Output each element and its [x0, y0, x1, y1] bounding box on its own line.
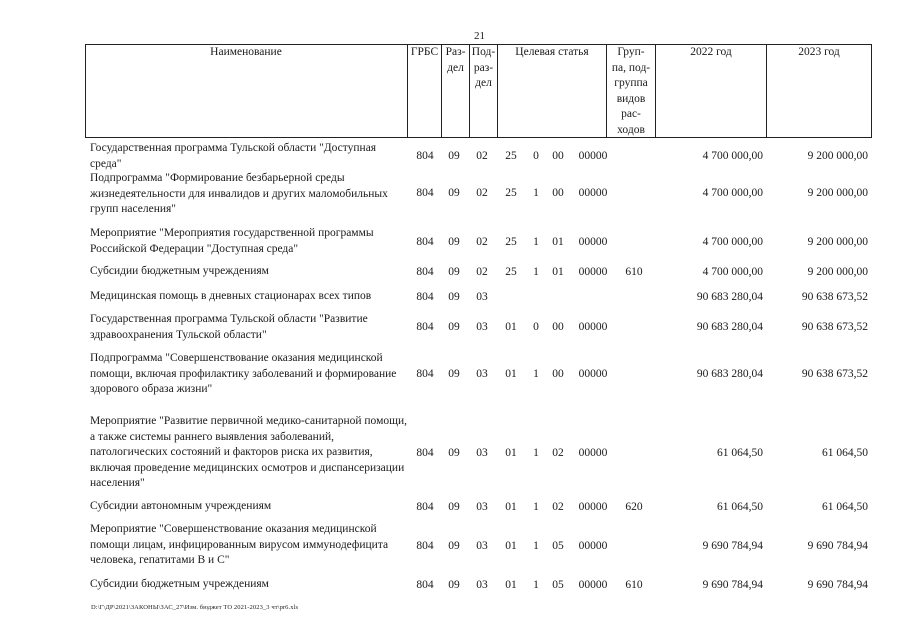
cell-2022: 9 690 784,94 [702, 540, 763, 552]
cell-subprogram: 0 [533, 321, 539, 333]
cell-2022: 90 683 280,04 [696, 368, 763, 380]
cell-2022: 9 690 784,94 [702, 579, 763, 591]
row-name: Субсидии бюджетным учреждениям [90, 265, 269, 277]
cell-2023: 61 064,50 [822, 447, 868, 459]
cell-razdel: 09 [448, 266, 460, 278]
cell-2023: 61 064,50 [822, 501, 868, 513]
cell-grbs: 804 [416, 579, 434, 591]
cell-subprogram: 1 [533, 187, 539, 199]
cell-2023: 9 200 000,00 [807, 236, 868, 248]
cell-program: 01 [505, 501, 517, 513]
cell-grbs: 804 [416, 187, 434, 199]
cell-2023: 9 200 000,00 [807, 187, 868, 199]
cell-2022: 4 700 000,00 [702, 150, 763, 162]
cell-podrazdel: 03 [476, 579, 488, 591]
cell-2023: 90 638 673,52 [801, 368, 868, 380]
cell-razdel: 09 [448, 501, 460, 513]
cell-expense-type: 610 [625, 579, 643, 591]
cell-subprogram: 1 [533, 579, 539, 591]
cell-grbs: 804 [416, 540, 434, 552]
table-header [85, 44, 872, 138]
cell-event: 01 [552, 236, 564, 248]
cell-direction: 00000 [578, 187, 608, 199]
cell-direction: 00000 [578, 579, 608, 591]
cell-event: 00 [552, 150, 564, 162]
cell-event: 00 [552, 187, 564, 199]
cell-razdel: 09 [448, 150, 460, 162]
cell-program: 01 [505, 368, 517, 380]
cell-podrazdel: 03 [476, 321, 488, 333]
cell-subprogram: 1 [533, 266, 539, 278]
cell-program: 25 [505, 150, 517, 162]
cell-2023: 90 638 673,52 [801, 291, 868, 303]
cell-2022: 90 683 280,04 [696, 321, 763, 333]
cell-podrazdel: 03 [476, 501, 488, 513]
cell-direction: 00000 [578, 266, 608, 278]
cell-direction: 00000 [578, 501, 608, 513]
row-name: Государственная программа Тульской области "Развитие здравоохранения Тульской области" [90, 313, 368, 341]
cell-event: 00 [552, 368, 564, 380]
cell-direction: 00000 [578, 368, 608, 380]
cell-podrazdel: 03 [476, 291, 488, 303]
cell-2023: 9 690 784,94 [807, 540, 868, 552]
cell-expense-type: 610 [625, 266, 643, 278]
cell-program: 25 [505, 266, 517, 278]
cell-grbs: 804 [416, 447, 434, 459]
cell-razdel: 09 [448, 579, 460, 591]
header-2022: 2022 год [690, 46, 732, 58]
cell-grbs: 804 [416, 291, 434, 303]
cell-direction: 00000 [578, 540, 608, 552]
cell-subprogram: 0 [533, 150, 539, 162]
cell-program: 01 [505, 447, 517, 459]
cell-direction: 00000 [578, 150, 608, 162]
row-name: Подпрограмма "Совершенствование оказания медицинской помощи, включая профилактику заболеваний и формирование здорового образа жизни" [90, 352, 397, 395]
page-number: 21 [474, 30, 485, 42]
cell-podrazdel: 02 [476, 236, 488, 248]
cell-grbs: 804 [416, 368, 434, 380]
row-name: Субсидии автономным учреждениям [90, 500, 272, 512]
row-name: Мероприятие "Мероприятия государственной программы Российской Федерации "Доступная среда" [90, 227, 374, 255]
cell-direction: 00000 [578, 321, 608, 333]
cell-podrazdel: 03 [476, 447, 488, 459]
row-name: Мероприятие "Совершенствование оказания медицинской помощи лицам, инфицированным вирусом иммунодефицита человека, гепатитами В и С" [90, 523, 389, 566]
cell-podrazdel: 03 [476, 540, 488, 552]
header-razdel: Раз- дел [445, 46, 466, 74]
header-grbs: ГРБС [410, 46, 439, 58]
cell-grbs: 804 [416, 266, 434, 278]
row-name: Субсидии бюджетным учреждениям [90, 578, 269, 590]
cell-expense-type: 620 [625, 501, 643, 513]
cell-grbs: 804 [416, 321, 434, 333]
cell-razdel: 09 [448, 291, 460, 303]
cell-podrazdel: 02 [476, 187, 488, 199]
cell-razdel: 09 [448, 447, 460, 459]
cell-razdel: 09 [448, 187, 460, 199]
cell-event: 00 [552, 321, 564, 333]
cell-subprogram: 1 [533, 447, 539, 459]
row-name: Подпрограмма "Формирование безбарьерной среды жизнедеятельности для инвалидов и других маломобильных групп населения" [90, 172, 388, 215]
cell-razdel: 09 [448, 236, 460, 248]
row-name: Государственная программа Тульской области "Доступная среда" [90, 142, 377, 170]
cell-program: 01 [505, 579, 517, 591]
row-name: Медицинская помощь в дневных стационарах всех типов [90, 290, 372, 302]
header-2023: 2023 год [798, 46, 840, 58]
cell-event: 02 [552, 501, 564, 513]
cell-podrazdel: 03 [476, 368, 488, 380]
cell-grbs: 804 [416, 501, 434, 513]
cell-2023: 9 690 784,94 [807, 579, 868, 591]
header-group: Груп- па, под- группа видов рас- ходов [611, 46, 651, 136]
cell-subprogram: 1 [533, 540, 539, 552]
cell-2023: 90 638 673,52 [801, 321, 868, 333]
cell-2022: 90 683 280,04 [696, 291, 763, 303]
cell-direction: 00000 [578, 447, 608, 459]
cell-razdel: 09 [448, 321, 460, 333]
cell-razdel: 09 [448, 540, 460, 552]
cell-2022: 61 064,50 [717, 501, 763, 513]
header-podrazdel: Под- раз- дел [471, 46, 496, 89]
cell-grbs: 804 [416, 236, 434, 248]
header-name: Наименование [210, 46, 282, 58]
cell-2023: 9 200 000,00 [807, 266, 868, 278]
cell-event: 01 [552, 266, 564, 278]
cell-2022: 4 700 000,00 [702, 236, 763, 248]
file-path-footer: D:\Г\ДР\2021\ЗАКОНЫ\ЗАС_27\Изм. бюджет ТО 2021-2023_3 чт\pr6.xls [91, 604, 299, 611]
cell-program: 01 [505, 321, 517, 333]
cell-program: 25 [505, 236, 517, 248]
cell-subprogram: 1 [533, 501, 539, 513]
cell-program: 25 [505, 187, 517, 199]
cell-2022: 61 064,50 [717, 447, 763, 459]
cell-subprogram: 1 [533, 368, 539, 380]
cell-podrazdel: 02 [476, 150, 488, 162]
header-target: Целевая статья [515, 46, 589, 58]
cell-2023: 9 200 000,00 [807, 150, 868, 162]
cell-direction: 00000 [578, 236, 608, 248]
cell-event: 05 [552, 540, 564, 552]
cell-program: 01 [505, 540, 517, 552]
cell-event: 05 [552, 579, 564, 591]
cell-2022: 4 700 000,00 [702, 266, 763, 278]
cell-grbs: 804 [416, 150, 434, 162]
cell-subprogram: 1 [533, 236, 539, 248]
row-name: Мероприятие "Развитие первичной медико-санитарной помощи, а также системы раннего выявления заболеваний, патологических состояний и факторов риска их развития, включая проведение медицинских осмотров и диспансеризации населения" [90, 415, 408, 489]
cell-2022: 4 700 000,00 [702, 187, 763, 199]
cell-razdel: 09 [448, 368, 460, 380]
cell-event: 02 [552, 447, 564, 459]
cell-podrazdel: 02 [476, 266, 488, 278]
